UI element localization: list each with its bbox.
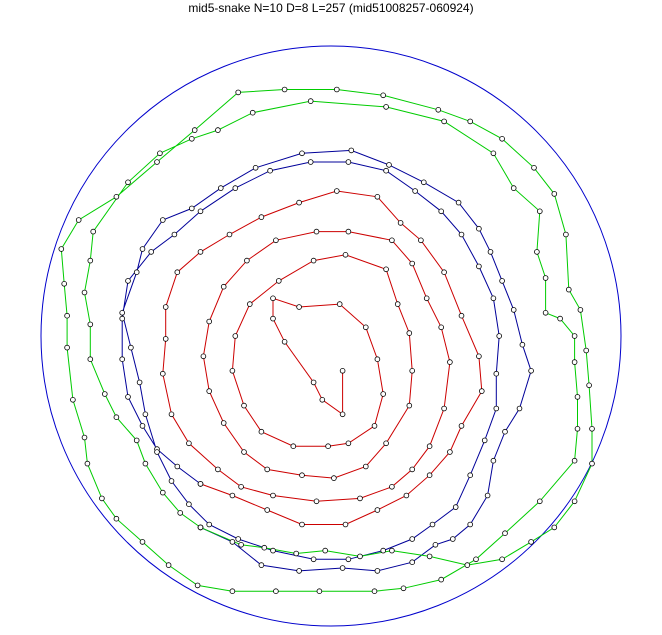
data-point-marker <box>120 316 125 321</box>
data-point-marker <box>468 119 473 124</box>
data-point-marker <box>230 368 235 373</box>
data-point-marker <box>433 542 438 547</box>
data-point-marker <box>453 505 458 510</box>
data-point-marker <box>114 516 119 521</box>
data-point-marker <box>419 238 424 243</box>
data-point-marker <box>575 426 580 431</box>
data-point-marker <box>572 458 577 463</box>
data-point-marker <box>129 345 134 350</box>
data-point-marker <box>343 252 348 257</box>
data-point-marker <box>479 389 484 394</box>
data-point-marker <box>363 464 368 469</box>
data-point-marker <box>85 461 90 466</box>
data-point-marker <box>155 450 160 455</box>
path-layer <box>61 90 592 592</box>
data-point-marker <box>532 165 537 170</box>
data-point-marker <box>590 461 595 466</box>
data-point-marker <box>332 476 337 481</box>
data-point-marker <box>216 467 221 472</box>
data-point-marker <box>172 232 177 237</box>
data-point-marker <box>346 160 351 165</box>
data-point-marker <box>398 221 403 226</box>
data-point-marker <box>535 250 540 255</box>
data-point-marker <box>465 563 470 568</box>
data-point-marker <box>381 548 386 553</box>
data-point-marker <box>300 151 305 156</box>
data-point-marker <box>242 450 247 455</box>
data-point-marker <box>169 412 174 417</box>
data-point-marker <box>82 435 87 440</box>
data-point-marker <box>198 482 203 487</box>
data-point-marker <box>88 322 93 327</box>
data-point-marker <box>314 229 319 234</box>
data-point-marker <box>529 540 534 545</box>
data-point-marker <box>62 281 67 286</box>
data-point-marker <box>448 450 453 455</box>
data-point-marker <box>500 279 505 284</box>
data-point-marker <box>381 392 386 397</box>
data-point-marker <box>195 583 200 588</box>
data-point-marker <box>178 511 183 516</box>
data-point-marker <box>456 200 461 205</box>
data-point-marker <box>375 357 380 362</box>
data-point-marker <box>500 557 505 562</box>
data-point-marker <box>271 493 276 498</box>
data-point-marker <box>340 566 345 571</box>
data-point-marker <box>572 499 577 504</box>
data-point-marker <box>346 441 351 446</box>
data-point-marker <box>363 325 368 330</box>
data-point-marker <box>216 128 221 133</box>
data-point-marker <box>253 165 258 170</box>
data-point-marker <box>459 313 464 318</box>
marker-layer <box>59 87 594 593</box>
data-point-marker <box>311 258 316 263</box>
data-point-marker <box>297 569 302 574</box>
data-point-marker <box>410 261 415 266</box>
data-point-marker <box>427 554 432 559</box>
data-point-marker <box>413 189 418 194</box>
data-point-marker <box>491 296 496 301</box>
data-point-marker <box>236 537 241 542</box>
data-point-marker <box>468 473 473 478</box>
data-point-marker <box>529 368 534 373</box>
data-point-marker <box>387 163 392 168</box>
data-point-marker <box>268 168 273 173</box>
data-point-marker <box>120 357 125 362</box>
data-point-marker <box>491 458 496 463</box>
data-point-marker <box>511 186 516 191</box>
data-point-marker <box>88 357 93 362</box>
data-point-marker <box>274 238 279 243</box>
data-point-marker <box>65 313 70 318</box>
data-point-marker <box>297 305 302 310</box>
data-point-marker <box>474 557 479 562</box>
path-inner <box>163 191 482 525</box>
data-point-marker <box>308 160 313 165</box>
data-point-marker <box>427 473 432 478</box>
data-point-marker <box>477 226 482 231</box>
data-point-marker <box>503 531 508 536</box>
data-point-marker <box>572 334 577 339</box>
data-point-marker <box>276 279 281 284</box>
data-point-marker <box>308 99 313 104</box>
data-point-marker <box>175 464 180 469</box>
data-point-marker <box>404 493 409 498</box>
data-point-marker <box>140 424 145 429</box>
data-point-marker <box>410 467 415 472</box>
data-point-marker <box>198 525 203 530</box>
data-point-marker <box>477 354 482 359</box>
data-point-marker <box>265 508 270 513</box>
data-point-marker <box>358 496 363 501</box>
data-point-marker <box>230 589 235 594</box>
data-point-marker <box>169 479 174 484</box>
data-point-marker <box>265 467 270 472</box>
data-point-marker <box>442 406 447 411</box>
data-point-marker <box>468 522 473 527</box>
data-point-marker <box>424 296 429 301</box>
data-point-marker <box>262 545 267 550</box>
data-point-marker <box>221 284 226 289</box>
data-point-marker <box>407 331 412 336</box>
data-point-marker <box>384 267 389 272</box>
data-point-marker <box>126 395 131 400</box>
data-point-marker <box>572 360 577 365</box>
data-point-marker <box>439 209 444 214</box>
data-point-marker <box>587 383 592 388</box>
data-point-marker <box>430 522 435 527</box>
data-point-marker <box>590 426 595 431</box>
data-point-marker <box>239 542 244 547</box>
data-point-marker <box>218 186 223 191</box>
data-point-marker <box>134 438 139 443</box>
data-point-marker <box>134 270 139 275</box>
data-point-marker <box>340 412 345 417</box>
data-point-marker <box>259 215 264 220</box>
data-point-marker <box>76 218 81 223</box>
data-point-marker <box>189 206 194 211</box>
data-point-marker <box>163 305 168 310</box>
data-point-marker <box>126 180 131 185</box>
data-point-marker <box>436 107 441 112</box>
data-point-marker <box>482 438 487 443</box>
data-point-marker <box>442 119 447 124</box>
data-point-marker <box>230 540 235 545</box>
data-point-marker <box>343 522 348 527</box>
data-point-marker <box>390 238 395 243</box>
data-point-marker <box>233 186 238 191</box>
data-point-marker <box>297 200 302 205</box>
data-point-marker <box>459 424 464 429</box>
data-point-marker <box>236 90 241 95</box>
data-point-marker <box>149 250 154 255</box>
data-point-marker <box>300 522 305 527</box>
data-point-marker <box>294 551 299 556</box>
data-point-marker <box>227 232 232 237</box>
data-point-marker <box>407 403 412 408</box>
data-point-marker <box>410 537 415 542</box>
data-point-marker <box>207 389 212 394</box>
data-point-marker <box>311 557 316 562</box>
data-point-marker <box>543 276 548 281</box>
data-point-marker <box>207 522 212 527</box>
data-point-marker <box>334 189 339 194</box>
data-point-marker <box>88 258 93 263</box>
data-point-marker <box>317 589 322 594</box>
data-point-marker <box>65 345 70 350</box>
data-point-marker <box>311 380 316 385</box>
data-point-marker <box>337 302 342 307</box>
data-point-marker <box>537 209 542 214</box>
data-point-marker <box>320 397 325 402</box>
data-point-marker <box>326 444 331 449</box>
data-point-marker <box>175 270 180 275</box>
data-point-marker <box>187 441 192 446</box>
data-point-marker <box>575 395 580 400</box>
data-point-marker <box>230 493 235 498</box>
data-point-marker <box>192 128 197 133</box>
data-point-marker <box>566 287 571 292</box>
data-point-marker <box>247 302 252 307</box>
data-point-marker <box>91 229 96 234</box>
data-point-marker <box>323 548 328 553</box>
path-outer <box>61 90 592 592</box>
data-point-marker <box>517 406 522 411</box>
data-point-marker <box>201 354 206 359</box>
data-point-marker <box>511 308 516 313</box>
data-point-marker <box>346 557 351 562</box>
data-point-marker <box>239 484 244 489</box>
data-point-marker <box>334 87 339 92</box>
data-point-marker <box>233 334 238 339</box>
data-point-marker <box>282 339 287 344</box>
data-point-marker <box>381 93 386 98</box>
path-middle <box>122 150 531 571</box>
data-point-marker <box>198 250 203 255</box>
data-point-marker <box>349 148 354 153</box>
data-point-marker <box>564 232 569 237</box>
data-point-marker <box>395 302 400 307</box>
data-point-marker <box>384 105 389 110</box>
data-point-marker <box>372 589 377 594</box>
data-point-marker <box>137 380 142 385</box>
data-point-marker <box>163 337 168 342</box>
data-point-marker <box>543 310 548 315</box>
data-point-marker <box>390 548 395 553</box>
data-point-marker <box>450 537 455 542</box>
data-point-marker <box>59 247 64 252</box>
data-point-marker <box>120 310 125 315</box>
data-point-marker <box>274 589 279 594</box>
data-point-marker <box>340 368 345 373</box>
data-point-marker <box>477 264 482 269</box>
data-point-marker <box>140 247 145 252</box>
data-point-marker <box>578 308 583 313</box>
data-point-marker <box>259 429 264 434</box>
data-point-marker <box>537 499 542 504</box>
data-point-marker <box>552 525 557 530</box>
data-point-marker <box>187 502 192 507</box>
data-point-marker <box>390 484 395 489</box>
data-point-marker <box>160 490 165 495</box>
data-point-marker <box>401 586 406 591</box>
data-point-marker <box>410 560 415 565</box>
data-point-marker <box>100 496 105 501</box>
data-point-marker <box>114 194 119 199</box>
data-point-marker <box>494 371 499 376</box>
data-point-marker <box>375 508 380 513</box>
data-point-marker <box>346 229 351 234</box>
data-point-marker <box>207 319 212 324</box>
data-point-marker <box>410 368 415 373</box>
data-point-marker <box>282 87 287 92</box>
data-point-marker <box>250 110 255 115</box>
data-point-marker <box>500 136 505 141</box>
data-point-marker <box>102 392 107 397</box>
data-point-marker <box>358 554 363 559</box>
figure-title: mid5-snake N=10 D=8 L=257 (mid51008257-060924) <box>188 1 474 15</box>
data-point-marker <box>259 563 264 568</box>
data-point-marker <box>384 441 389 446</box>
data-point-marker <box>158 151 163 156</box>
data-point-marker <box>189 136 194 141</box>
data-point-marker <box>384 168 389 173</box>
data-point-marker <box>421 180 426 185</box>
data-point-marker <box>488 250 493 255</box>
data-point-marker <box>155 160 160 165</box>
data-point-marker <box>166 563 171 568</box>
data-point-marker <box>198 209 203 214</box>
data-point-marker <box>314 499 319 504</box>
data-point-marker <box>427 444 432 449</box>
data-point-marker <box>82 290 87 295</box>
data-point-marker <box>271 548 276 553</box>
data-point-marker <box>160 218 165 223</box>
data-point-marker <box>291 444 296 449</box>
data-point-marker <box>439 577 444 582</box>
data-point-marker <box>439 325 444 330</box>
data-point-marker <box>245 258 250 263</box>
data-point-marker <box>485 493 490 498</box>
data-point-marker <box>375 194 380 199</box>
data-point-marker <box>442 270 447 275</box>
data-point-marker <box>271 296 276 301</box>
data-point-marker <box>242 403 247 408</box>
data-point-marker <box>160 371 165 376</box>
data-point-marker <box>520 342 525 347</box>
data-point-marker <box>375 569 380 574</box>
data-point-marker <box>503 429 508 434</box>
data-point-marker <box>271 316 276 321</box>
data-point-marker <box>300 473 305 478</box>
data-point-marker <box>71 397 76 402</box>
data-point-marker <box>448 360 453 365</box>
data-point-marker <box>126 279 131 284</box>
data-point-marker <box>114 415 119 420</box>
data-point-marker <box>459 232 464 237</box>
data-point-marker <box>140 540 145 545</box>
data-point-marker <box>491 151 496 156</box>
data-point-marker <box>497 334 502 339</box>
data-point-marker <box>143 412 148 417</box>
data-point-marker <box>221 421 226 426</box>
data-point-marker <box>372 424 377 429</box>
data-point-marker <box>584 348 589 353</box>
data-point-marker <box>494 406 499 411</box>
data-point-marker <box>558 316 563 321</box>
data-point-marker <box>143 461 148 466</box>
data-point-marker <box>552 192 557 197</box>
